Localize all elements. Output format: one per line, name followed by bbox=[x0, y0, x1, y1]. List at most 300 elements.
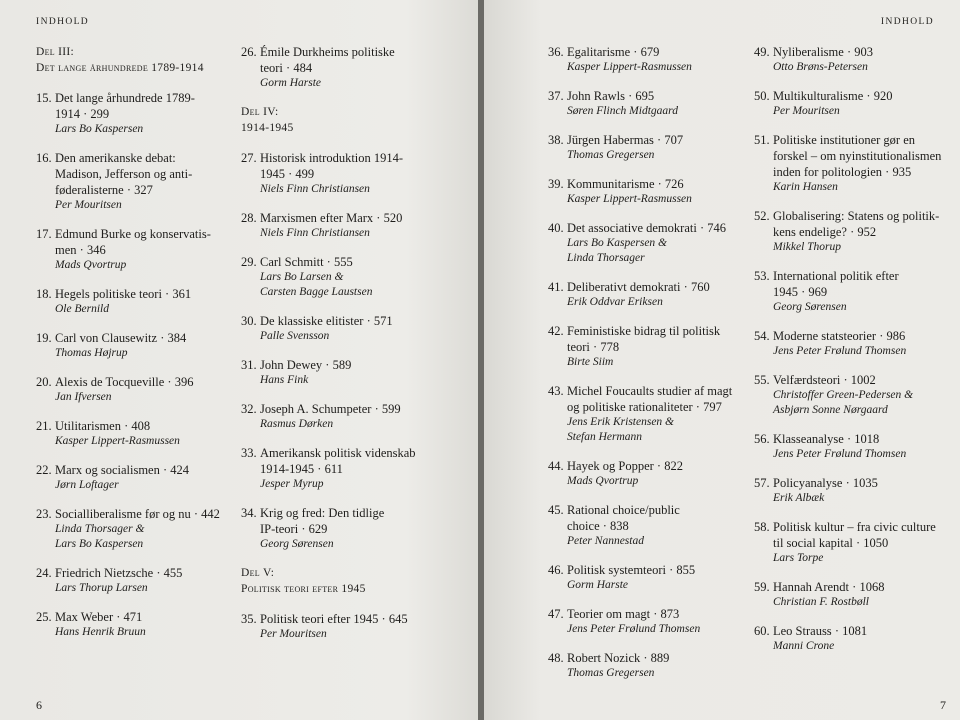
entry-title-line bbox=[241, 445, 471, 461]
toc-list bbox=[548, 44, 758, 681]
entry-number: 42. bbox=[548, 324, 564, 338]
entry-page-number: · 855 bbox=[666, 563, 695, 577]
entry-title-line bbox=[36, 565, 236, 581]
entry-title-line bbox=[548, 502, 758, 518]
entry-title-line bbox=[36, 374, 236, 390]
entry-page-number: · 726 bbox=[655, 177, 684, 191]
toc-entry bbox=[754, 88, 954, 119]
entry-number: 49. bbox=[754, 45, 770, 59]
entry-title: føderalisterne bbox=[55, 183, 124, 197]
entry-page-number: · 361 bbox=[162, 287, 191, 301]
entry-title-line bbox=[548, 383, 758, 399]
entry-title: Socialliberalisme før og nu bbox=[55, 507, 191, 521]
entry-title-line bbox=[241, 461, 471, 477]
toc-entry bbox=[548, 650, 758, 681]
entry-title-line bbox=[548, 176, 758, 192]
entry-author: Hans Henrik Bruun bbox=[55, 626, 146, 638]
toc-entry bbox=[754, 268, 954, 315]
entry-title-line bbox=[36, 150, 236, 166]
entry-number: 45. bbox=[548, 503, 564, 517]
entry-number: 56. bbox=[754, 432, 770, 446]
entry-page-number: · 935 bbox=[882, 165, 911, 179]
toc-entry bbox=[548, 562, 758, 593]
entry-page-number: · 778 bbox=[590, 340, 619, 354]
entry-title-line bbox=[241, 254, 471, 270]
toc-entry bbox=[548, 458, 758, 489]
right-page bbox=[484, 0, 960, 720]
entry-page-number: · 484 bbox=[283, 61, 312, 75]
entry-number: 22. bbox=[36, 463, 52, 477]
entry-title-line bbox=[548, 323, 758, 339]
entry-page-number: · 1018 bbox=[844, 432, 879, 446]
entry-title: Amerikansk politisk videnskab bbox=[260, 446, 416, 460]
entry-number: 54. bbox=[754, 329, 770, 343]
part-label: Del III: bbox=[36, 46, 75, 58]
entry-number: 39. bbox=[548, 177, 564, 191]
entry-title-line bbox=[241, 210, 471, 226]
entry-title-line bbox=[548, 88, 758, 104]
entry-title: Émile Durkheims politiske bbox=[260, 45, 395, 59]
part-heading-3 bbox=[36, 44, 236, 76]
entry-title: Politisk kultur – fra civic culture bbox=[773, 520, 936, 534]
entry-page-number: · 455 bbox=[153, 566, 182, 580]
entry-author: Mads Qvortrup bbox=[567, 475, 639, 487]
entry-title-line bbox=[241, 44, 471, 60]
entry-title-line bbox=[754, 88, 954, 104]
entry-title: Det lange århundrede 1789- bbox=[55, 91, 195, 105]
entry-author: Karin Hansen bbox=[773, 181, 838, 193]
entry-page-number: · 1050 bbox=[853, 536, 888, 550]
entry-title: 1945 bbox=[260, 167, 285, 181]
entry-title-line bbox=[36, 286, 236, 302]
toc-entry bbox=[241, 357, 471, 388]
toc-entry bbox=[754, 579, 954, 610]
entry-author: Stefan Hermann bbox=[567, 431, 643, 443]
toc-entry bbox=[754, 44, 954, 75]
entry-title-line bbox=[754, 519, 954, 535]
entry-title-line bbox=[754, 224, 954, 240]
entry-number: 18. bbox=[36, 287, 52, 301]
entry-author: Jørn Loftager bbox=[55, 479, 119, 491]
entry-title: Feministiske bidrag til politisk bbox=[567, 324, 721, 338]
toc-entry bbox=[548, 502, 758, 549]
entry-title: teori bbox=[567, 340, 590, 354]
entry-author: Jens Erik Kristensen & bbox=[567, 416, 674, 428]
entry-page-number: · 424 bbox=[160, 463, 189, 477]
entry-title-line bbox=[754, 475, 954, 491]
entry-title: Policyanalyse bbox=[773, 476, 843, 490]
entry-page-number: · 1002 bbox=[840, 373, 875, 387]
entry-title: teori bbox=[260, 61, 283, 75]
entry-page-number: · 1068 bbox=[849, 580, 884, 594]
entry-page-number: · 589 bbox=[322, 358, 351, 372]
entry-author: Lars Torpe bbox=[773, 552, 824, 564]
entry-page-number: · 396 bbox=[164, 375, 193, 389]
entry-author: Linda Thorsager bbox=[567, 252, 645, 264]
entry-number: 51. bbox=[754, 133, 770, 147]
entry-title-line bbox=[754, 44, 954, 60]
entry-title: Klasseanalyse bbox=[773, 432, 844, 446]
entry-title: Hannah Arendt bbox=[773, 580, 850, 594]
part-label: Del IV: bbox=[241, 106, 279, 118]
entry-number: 16. bbox=[36, 151, 52, 165]
entry-author: Birte Siim bbox=[567, 356, 614, 368]
toc-entry bbox=[241, 210, 471, 241]
entry-author: Thomas Højrup bbox=[55, 347, 128, 359]
entry-title-line bbox=[754, 623, 954, 639]
entry-number: 52. bbox=[754, 209, 770, 223]
entry-title: Marxismen efter Marx bbox=[260, 211, 374, 225]
entry-title: Leo Strauss bbox=[773, 624, 832, 638]
toc-entry bbox=[754, 208, 954, 255]
entry-title: 1914-1945 bbox=[260, 462, 315, 476]
entry-author: Lars Bo Larsen & bbox=[260, 271, 344, 283]
entry-title: Velfærdsteori bbox=[773, 373, 841, 387]
entry-number: 34. bbox=[241, 506, 257, 520]
toc-entry bbox=[36, 374, 236, 405]
entry-page-number: · 986 bbox=[876, 329, 905, 343]
toc-entry bbox=[241, 445, 471, 492]
entry-title-line bbox=[754, 268, 954, 284]
entry-number: 46. bbox=[548, 563, 564, 577]
entry-author: Thomas Gregersen bbox=[567, 667, 655, 679]
toc-entry bbox=[241, 611, 471, 642]
entry-author: Christian F. Rostbøll bbox=[773, 596, 869, 608]
entry-title: choice bbox=[567, 519, 600, 533]
entry-page-number: · 952 bbox=[847, 225, 876, 239]
entry-page-number: · 442 bbox=[191, 507, 220, 521]
entry-page-number: · 969 bbox=[798, 285, 827, 299]
entry-title: Michel Foucaults studier af magt bbox=[567, 384, 733, 398]
entry-title-line bbox=[36, 609, 236, 625]
entry-number: 15. bbox=[36, 91, 52, 105]
toc-entry bbox=[754, 623, 954, 654]
entry-author: Thomas Gregersen bbox=[567, 149, 655, 161]
toc-entry bbox=[548, 383, 758, 445]
entry-page-number: · 889 bbox=[640, 651, 669, 665]
entry-title: 1945 bbox=[773, 285, 798, 299]
entry-title-line bbox=[241, 357, 471, 373]
entry-number: 27. bbox=[241, 151, 257, 165]
entry-title: Politisk teori efter 1945 bbox=[260, 612, 379, 626]
part-label: Del V: bbox=[241, 567, 275, 579]
entry-author: Erik Albæk bbox=[773, 492, 825, 504]
entry-author: Christoffer Green-Pedersen & bbox=[773, 389, 914, 401]
entry-title-line bbox=[754, 579, 954, 595]
entry-title: Historisk introduktion 1914- bbox=[260, 151, 404, 165]
part-title: Politisk teori efter 1945 bbox=[241, 583, 366, 595]
entry-title: forskel – om nyinstitutionalismen bbox=[773, 149, 942, 163]
entry-title-line bbox=[548, 220, 758, 236]
entry-author: Søren Flinch Midtgaard bbox=[567, 105, 678, 117]
entry-title: Max Weber bbox=[55, 610, 114, 624]
entry-title-line bbox=[754, 328, 954, 344]
entry-page-number: · 327 bbox=[124, 183, 153, 197]
entry-title: Deliberativt demokrati bbox=[567, 280, 681, 294]
toc-entry bbox=[754, 132, 954, 195]
entry-number: 38. bbox=[548, 133, 564, 147]
toc-entry bbox=[548, 606, 758, 637]
entry-title: Utilitarismen bbox=[55, 419, 121, 433]
entry-title-line bbox=[36, 226, 236, 242]
entry-author: Niels Finn Christiansen bbox=[260, 183, 370, 195]
entry-page-number: · 555 bbox=[324, 255, 353, 269]
entry-number: 32. bbox=[241, 402, 257, 416]
entry-number: 43. bbox=[548, 384, 564, 398]
entry-title: Jürgen Habermas bbox=[567, 133, 654, 147]
entry-author: Mikkel Thorup bbox=[773, 241, 842, 253]
toc-list bbox=[241, 611, 471, 642]
entry-title: John Rawls bbox=[567, 89, 625, 103]
entry-author: Lars Bo Kaspersen bbox=[55, 123, 144, 135]
entry-author: Hans Fink bbox=[260, 374, 309, 386]
entry-title: Marx og socialismen bbox=[55, 463, 160, 477]
toc-entry bbox=[241, 44, 471, 91]
toc-list bbox=[241, 44, 471, 91]
entry-number: 36. bbox=[548, 45, 564, 59]
toc-entry bbox=[241, 313, 471, 344]
entry-page-number: · 384 bbox=[157, 331, 186, 345]
toc-entry bbox=[241, 150, 471, 197]
entry-title-line bbox=[241, 313, 471, 329]
entry-title-line bbox=[36, 506, 236, 522]
toc-entry bbox=[36, 330, 236, 361]
entry-number: 26. bbox=[241, 45, 257, 59]
toc-entry bbox=[36, 609, 236, 640]
entry-number: 44. bbox=[548, 459, 564, 473]
entry-title-line bbox=[548, 339, 758, 355]
entry-title-line bbox=[754, 535, 954, 551]
entry-page-number: · 838 bbox=[600, 519, 629, 533]
toc-list bbox=[754, 44, 954, 654]
entry-number: 31. bbox=[241, 358, 257, 372]
entry-author: Kasper Lippert-Rasmussen bbox=[567, 193, 692, 205]
entry-title: og politiske rationaliteter bbox=[567, 400, 693, 414]
entry-title-line bbox=[241, 521, 471, 537]
entry-author: Ole Bernild bbox=[55, 303, 109, 315]
entry-author: Kasper Lippert-Rasmussen bbox=[55, 435, 180, 447]
entry-number: 60. bbox=[754, 624, 770, 638]
entry-number: 35. bbox=[241, 612, 257, 626]
entry-author: Mads Qvortrup bbox=[55, 259, 127, 271]
entry-page-number: · 645 bbox=[378, 612, 407, 626]
entry-title: men bbox=[55, 243, 77, 257]
entry-number: 50. bbox=[754, 89, 770, 103]
entry-title-line bbox=[36, 242, 236, 258]
entry-title: Nyliberalisme bbox=[773, 45, 844, 59]
entry-number: 23. bbox=[36, 507, 52, 521]
toc-entry bbox=[754, 519, 954, 566]
left-column-2 bbox=[241, 44, 471, 655]
entry-number: 21. bbox=[36, 419, 52, 433]
entry-title-line bbox=[241, 401, 471, 417]
entry-number: 19. bbox=[36, 331, 52, 345]
toc-entry bbox=[36, 226, 236, 273]
right-column-2 bbox=[754, 44, 954, 667]
entry-author: Asbjørn Sonne Nørgaard bbox=[773, 404, 888, 416]
toc-entry bbox=[36, 462, 236, 493]
entry-title: Multikulturalisme bbox=[773, 89, 864, 103]
entry-author: Palle Svensson bbox=[260, 330, 330, 342]
entry-number: 20. bbox=[36, 375, 52, 389]
entry-title-line bbox=[754, 208, 954, 224]
toc-entry bbox=[548, 220, 758, 266]
entry-author: Otto Brøns-Petersen bbox=[773, 61, 868, 73]
entry-title: De klassiske elitister bbox=[260, 314, 364, 328]
entry-page-number: · 629 bbox=[298, 522, 327, 536]
entry-page-number: · 920 bbox=[863, 89, 892, 103]
entry-title-line bbox=[548, 518, 758, 534]
entry-author: Manni Crone bbox=[773, 640, 835, 652]
entry-page-number: · 873 bbox=[650, 607, 679, 621]
toc-entry bbox=[36, 90, 236, 137]
entry-author: Jens Peter Frølund Thomsen bbox=[567, 623, 701, 635]
toc-list bbox=[241, 150, 471, 552]
entry-page-number: · 299 bbox=[80, 107, 109, 121]
toc-entry bbox=[548, 176, 758, 207]
toc-entry bbox=[754, 372, 954, 418]
entry-author: Georg Sørensen bbox=[260, 538, 334, 550]
part-heading-4 bbox=[241, 104, 471, 136]
entry-title: Det associative demokrati bbox=[567, 221, 697, 235]
entry-title: Moderne statsteorier bbox=[773, 329, 877, 343]
entry-author: Gorm Harste bbox=[567, 579, 629, 591]
entry-title: Teorier om magt bbox=[567, 607, 651, 621]
entry-page-number: · 611 bbox=[314, 462, 343, 476]
entry-number: 28. bbox=[241, 211, 257, 225]
entry-title: 1914 bbox=[55, 107, 80, 121]
entry-title: IP-teori bbox=[260, 522, 299, 536]
entry-title-line bbox=[754, 431, 954, 447]
entry-page-number: · 346 bbox=[77, 243, 106, 257]
entry-number: 17. bbox=[36, 227, 52, 241]
entry-title: Madison, Jefferson og anti- bbox=[55, 167, 193, 181]
entry-title-line bbox=[548, 562, 758, 578]
entry-author: Niels Finn Christiansen bbox=[260, 227, 370, 239]
entry-author: Lars Thorup Larsen bbox=[55, 582, 148, 594]
entry-title: Friedrich Nietzsche bbox=[55, 566, 154, 580]
entry-number: 33. bbox=[241, 446, 257, 460]
entry-title-line bbox=[754, 132, 954, 148]
entry-number: 59. bbox=[754, 580, 770, 594]
entry-author: Kasper Lippert-Rasmussen bbox=[567, 61, 692, 73]
entry-title: International politik efter bbox=[773, 269, 899, 283]
entry-title-line bbox=[754, 284, 954, 300]
entry-page-number: · 499 bbox=[285, 167, 314, 181]
entry-title-line bbox=[754, 148, 954, 164]
part-title: 1914-1945 bbox=[241, 122, 294, 134]
entry-page-number: · 471 bbox=[113, 610, 142, 624]
entry-author: Peter Nannestad bbox=[567, 535, 644, 547]
entry-page-number: · 903 bbox=[844, 45, 873, 59]
entry-number: 55. bbox=[754, 373, 770, 387]
entry-title-line bbox=[548, 132, 758, 148]
entry-title: inden for politologien bbox=[773, 165, 883, 179]
entry-author: Rasmus Dørken bbox=[260, 418, 334, 430]
entry-title: Carl Schmitt bbox=[260, 255, 324, 269]
entry-page-number: · 797 bbox=[693, 400, 722, 414]
entry-page-number: · 520 bbox=[373, 211, 402, 225]
entry-author: Lars Bo Kaspersen & bbox=[567, 237, 667, 249]
entry-title: Den amerikanske debat: bbox=[55, 151, 176, 165]
part-title: Det lange århundrede 1789-1914 bbox=[36, 62, 204, 74]
entry-number: 37. bbox=[548, 89, 564, 103]
entry-page-number: · 707 bbox=[654, 133, 683, 147]
entry-title: Edmund Burke og konservatis- bbox=[55, 227, 211, 241]
running-header-right: INDHOLD bbox=[880, 17, 934, 27]
entry-author: Gorm Harste bbox=[260, 77, 322, 89]
toc-entry bbox=[36, 418, 236, 449]
entry-title-line bbox=[36, 182, 236, 198]
entry-title-line bbox=[36, 330, 236, 346]
entry-title: Kommunitarisme bbox=[567, 177, 655, 191]
entry-title-line bbox=[241, 505, 471, 521]
entry-title-line bbox=[754, 164, 954, 180]
entry-title: Carl von Clausewitz bbox=[55, 331, 158, 345]
entry-author: Erik Oddvar Eriksen bbox=[567, 296, 663, 308]
entry-title-line bbox=[241, 60, 471, 76]
entry-title: til social kapital bbox=[773, 536, 853, 550]
entry-number: 41. bbox=[548, 280, 564, 294]
entry-title-line bbox=[36, 418, 236, 434]
toc-entry bbox=[548, 44, 758, 75]
entry-title-line bbox=[241, 166, 471, 182]
entry-author: Jesper Myrup bbox=[260, 478, 324, 490]
entry-author: Per Mouritsen bbox=[773, 105, 840, 117]
entry-author: Carsten Bagge Laustsen bbox=[260, 286, 373, 298]
entry-title-line bbox=[36, 166, 236, 182]
toc-entry bbox=[548, 88, 758, 119]
entry-page-number: · 571 bbox=[363, 314, 392, 328]
toc-entry bbox=[241, 401, 471, 432]
entry-title: John Dewey bbox=[260, 358, 323, 372]
toc-entry bbox=[548, 279, 758, 310]
entry-author: Jan Ifversen bbox=[55, 391, 112, 403]
toc-entry bbox=[241, 254, 471, 300]
entry-title: Politisk systemteori bbox=[567, 563, 666, 577]
part-heading-5 bbox=[241, 565, 471, 597]
entry-author: Per Mouritsen bbox=[55, 199, 122, 211]
running-header-left: INDHOLD bbox=[36, 17, 90, 27]
entry-title-line bbox=[36, 462, 236, 478]
entry-number: 47. bbox=[548, 607, 564, 621]
entry-title: Globalisering: Statens og politik- bbox=[773, 209, 940, 223]
toc-entry bbox=[241, 505, 471, 552]
entry-title-line bbox=[548, 606, 758, 622]
entry-author: Jens Peter Frølund Thomsen bbox=[773, 448, 907, 460]
entry-page-number: · 822 bbox=[654, 459, 683, 473]
entry-page-number: · 679 bbox=[630, 45, 659, 59]
toc-entry bbox=[548, 132, 758, 163]
entry-number: 53. bbox=[754, 269, 770, 283]
toc-entry bbox=[36, 150, 236, 213]
entry-title: kens endelige? bbox=[773, 225, 847, 239]
entry-number: 48. bbox=[548, 651, 564, 665]
entry-author: Lars Bo Kaspersen bbox=[55, 538, 144, 550]
entry-number: 57. bbox=[754, 476, 770, 490]
right-column-1 bbox=[548, 44, 758, 694]
entry-number: 30. bbox=[241, 314, 257, 328]
left-page bbox=[0, 0, 478, 720]
entry-author: Per Mouritsen bbox=[260, 628, 327, 640]
entry-title-line bbox=[36, 90, 236, 106]
entry-author: Linda Thorsager & bbox=[55, 523, 145, 535]
entry-page-number: · 1081 bbox=[832, 624, 867, 638]
entry-title-line bbox=[548, 44, 758, 60]
entry-page-number: · 1035 bbox=[842, 476, 877, 490]
toc-list bbox=[36, 90, 236, 640]
entry-title: Joseph A. Schumpeter bbox=[260, 402, 372, 416]
